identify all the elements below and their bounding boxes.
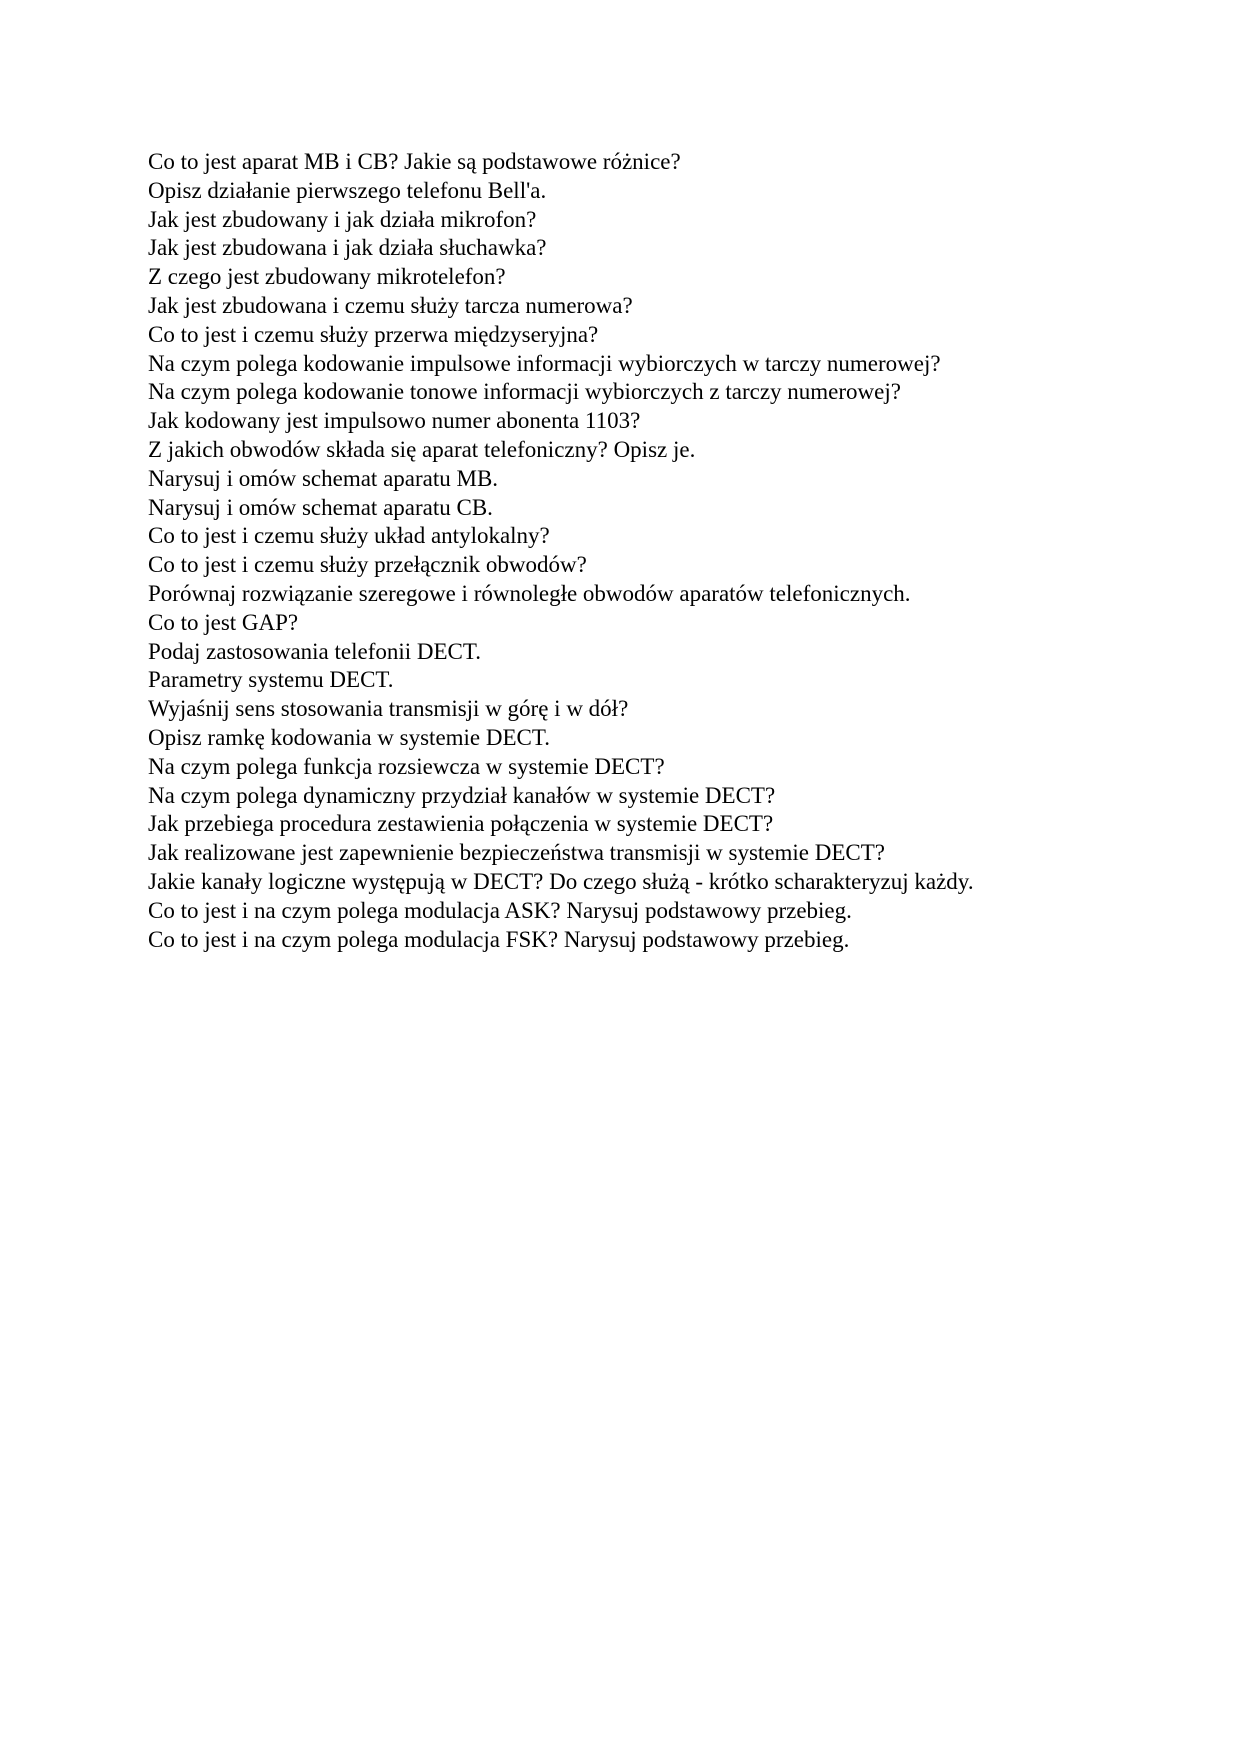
question-line: Jakie kanały logiczne występują w DECT? Do czego służą - krótko scharakteryzuj każdy. <box>148 868 974 894</box>
question-line: Jak jest zbudowana i czemu służy tarcza numerowa? <box>148 292 633 318</box>
question-line: Jak jest zbudowany i jak działa mikrofon? <box>148 206 537 232</box>
question-line: Parametry systemu DECT. <box>148 667 394 693</box>
question-line: Co to jest i na czym polega modulacja ASK? Narysuj podstawowy przebieg. <box>148 897 852 923</box>
question-line: Podaj zastosowania telefonii DECT. <box>148 638 481 664</box>
question-line: Na czym polega dynamiczny przydział kanałów w systemie DECT? <box>148 782 776 808</box>
question-line: Z jakich obwodów składa się aparat telefoniczny? Opisz je. <box>148 436 696 462</box>
question-line: Porównaj rozwiązanie szeregowe i równoległe obwodów aparatów telefonicznych. <box>148 580 911 606</box>
question-line: Wyjaśnij sens stosowania transmisji w górę i w dół? <box>148 696 629 722</box>
question-line: Co to jest GAP? <box>148 609 299 635</box>
question-line: Co to jest i czemu służy układ antylokalny? <box>148 523 550 549</box>
question-list <box>148 148 1148 954</box>
question-line: Jak jest zbudowana i jak działa słuchawka? <box>148 235 547 261</box>
question-line: Narysuj i omów schemat aparatu CB. <box>148 494 493 520</box>
question-line: Z czego jest zbudowany mikrotelefon? <box>148 264 506 290</box>
question-line: Co to jest i czemu służy przełącznik obwodów? <box>148 552 587 578</box>
question-line: Opisz działanie pierwszego telefonu Bell'a. <box>148 177 547 203</box>
question-line: Co to jest i na czym polega modulacja FSK? Narysuj podstawowy przebieg. <box>148 926 850 952</box>
question-line: Na czym polega kodowanie impulsowe informacji wybiorczych w tarczy numerowej? <box>148 350 941 376</box>
question-line: Na czym polega funkcja rozsiewcza w systemie DECT? <box>148 753 665 779</box>
question-line: Jak realizowane jest zapewnienie bezpieczeństwa transmisji w systemie DECT? <box>148 840 885 866</box>
question-line: Co to jest i czemu służy przerwa międzyseryjna? <box>148 321 599 347</box>
question-line: Narysuj i omów schemat aparatu MB. <box>148 465 499 491</box>
question-line: Jak kodowany jest impulsowo numer abonenta 1103? <box>148 408 641 434</box>
question-line: Opisz ramkę kodowania w systemie DECT. <box>148 724 550 750</box>
question-line: Jak przebiega procedura zestawienia połączenia w systemie DECT? <box>148 811 774 837</box>
question-line: Co to jest aparat MB i CB? Jakie są podstawowe różnice? <box>148 149 681 174</box>
question-line: Na czym polega kodowanie tonowe informacji wybiorczych z tarczy numerowej? <box>148 379 901 405</box>
